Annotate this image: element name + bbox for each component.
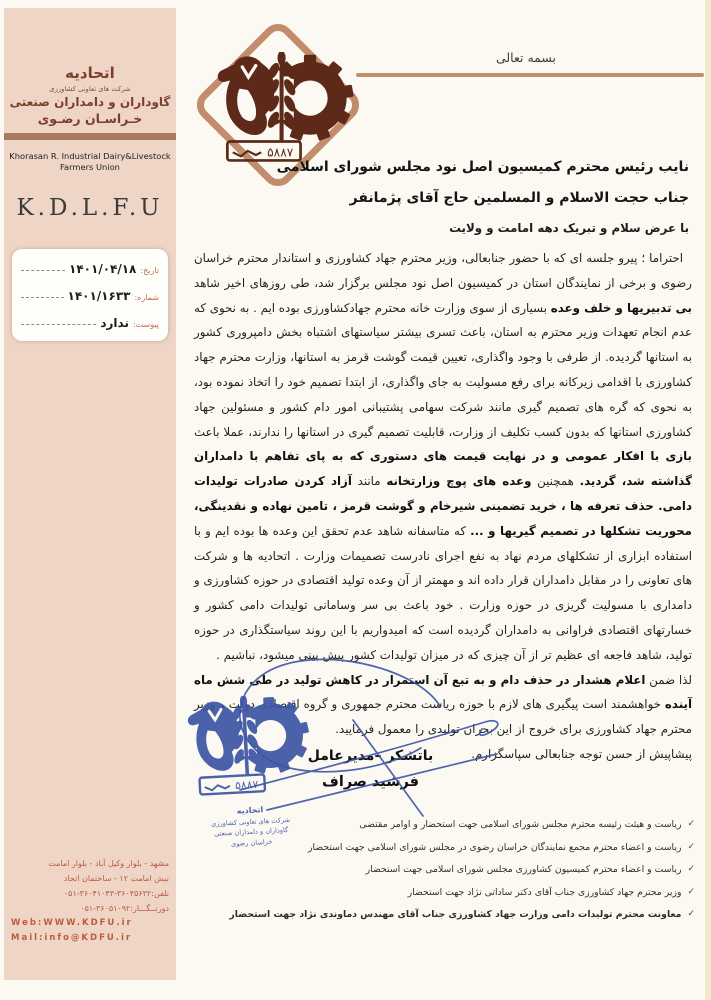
sidebar-divider-band (4, 133, 176, 140)
date-value: ۱۴۰۱/۰۴/۱۸ (69, 262, 137, 276)
contact-footer (11, 856, 169, 946)
address-line-1: مشهد - بلوار وکیل آباد - بلوار امامت (48, 859, 169, 868)
dashed-line (21, 324, 96, 325)
union-abbreviation: K.D.L.F.U (16, 195, 164, 221)
cc-item-text: معاونت محترم تولیدات دامی وزارت جهاد کشاورزی جناب آقای مهندس دماوندی نژاد جهت استحضار (229, 909, 682, 920)
cc-item (155, 837, 695, 860)
stamp-line-3: گاوداران و دامداران صنعتی (213, 825, 289, 838)
meta-row-number (21, 289, 159, 303)
email-line: Mail:info@KDFU.ir (11, 933, 133, 943)
cc-list (155, 814, 695, 927)
phone-line: تلفن:۳۶۰۴۵۶۳۲-۳۶۰۴۱۰۴۳-۰۵۱ (63, 889, 169, 898)
union-name-line3: خـراسـان رضـوی (37, 111, 143, 126)
bismillah-text: بسمه تعالی (495, 50, 557, 65)
salutation-line: با عرض سلام و تبریک دهه امامت و ولایت (449, 221, 689, 235)
date-label: تاریخ: (140, 266, 159, 275)
checkmark-icon: ✓ (687, 909, 695, 919)
checkmark-icon: ✓ (687, 841, 695, 852)
header-rule-line (356, 73, 704, 77)
cc-item (155, 814, 695, 837)
cc-item-text: وزیر محترم جهاد کشاورزی جناب آقای دکتر ساداتی نژاد جهت استحضار (407, 886, 682, 898)
recipient-line-2: جناب حجت الاسلام و المسلمین حاج آقای پژمانفر (349, 190, 689, 206)
meta-row-date (21, 262, 159, 276)
cc-item (155, 904, 695, 927)
cc-item (155, 859, 695, 882)
dashed-line (21, 297, 64, 298)
recipient-line-1: نایب رئیس محترم کمیسیون اصل نود مجلس شورای اسلامی (276, 159, 689, 175)
dashed-line (21, 270, 65, 271)
number-label: شماره: (134, 293, 159, 302)
thanks-line: پیشاپیش از حسن توجه جنابعالی سپاسگزارم. (471, 746, 692, 761)
cc-item-text: ریاست و اعضاء محترم کمیسیون کشاورزی مجلس شورای اسلامی جهت استحضار (365, 864, 682, 875)
attachment-label: پیوست: (132, 320, 159, 329)
letter-body (194, 246, 692, 767)
cc-item-text: ریاست و اعضاء محترم مجمع نمایندگان خراسان رضوی در مجلس شورای اسلامی جهت استحضار (307, 841, 682, 853)
attachment-value: ندارد (100, 316, 129, 330)
recipient-block (169, 152, 689, 214)
union-name-line2: گاوداران و دامداران صنعتی (9, 95, 171, 109)
body-paragraph: احتراما ؛ پیرو جلسه ای که با حضور جنابعالی، وزیر محترم جهاد کشاورزی و استاندار محترم خراسان رضوی و برخی از نمایندگان استان در کمیسیون اصل نود مجلس برگزار شد، طی روزهای اخیر شاهد بی تدبیریها و خلف وعده بسیاری از سوی وزارت خانه محترم جهادکشاورزی بوده ایم . به نحوی که عدم انجام تعهدات وزیر محترم به استان، باعث تسری بیشتر سیاستهای اشتباه بخش دامپروری کشور به استانها گردیده. از طرفی با وجود واگذاری، تعیین قیمت گوشت قرمز به استانها، وزارت محترم جهاد کشاورزی با اقدامی زیرکانه برای رفع مسولیت به جای واگذاری، از ابتدا تصمیم خود را اتخاذ نموده بود، به نحوی که گره های تصمیم گیری مانند شرکت سهامی پشتیبانی امور دام کشور و مسئولین جهاد کشاورزی استانها که بدون کسب تکلیف از وزارت، قابلیت تصمیم گیری در استانها را ندارند، عملا باعث بازی با افکار عمومی و در نهایت قیمت های دستوری که به پای تفاهم با دامداران گذاشته شد، گردید. همچنین وعده های پوچ وزارتخانه مانند آزاد کردن صادرات تولیدات دامی. حذف تعرفه ها ، خرید تضمینی شیرخام و گوشت قرمز ، تامین نهاده و نقدینگی، محوریت تشکلها در تصمیم گیریها و ... که متاسفانه شاهد عدم تحقق این وعده ها بوده ایم و با استفاده ابزاری از تشکلهای مردم نهاد به نفع اجرای نادرست تصمیمات وزارت . اتحادیه ها و شرکت های تعاونی را در مقابل دامداران قرار داده اند و مهمتر از آن وعده تولید اقتصادی در حوزه کشاورزی و دامداری با مسولیت گریزی در حوزه وزارت . خود باعث بی سر وسامانی تولیدات دامی کشور و خسارتهای اقتصادی فراوانی به دامداران گردیده است که امیدواریم با این روند سیاستگذاری در حوزه تولید، شاهد فاجعه ای عظیم تر از آن چیزی که در میزان تولیدات کشور پیش بینی میشود، نباشیم . (194, 251, 692, 662)
website-line: Web:WWW.KDFU.ir (11, 918, 133, 928)
number-value: ۱۴۰۱/۱۶۳۳ (67, 289, 131, 303)
scan-edge-artifact (705, 0, 711, 1000)
union-title: اتحادیه (65, 64, 115, 82)
cc-item (155, 882, 695, 905)
cc-item-text: ریاست و هیئت رئیسه محترم مجلس شورای اسلامی جهت استحضار و اوامر مقتضی (359, 819, 682, 830)
signature-name: فرشید صراف (322, 774, 419, 790)
signature-block (288, 748, 453, 790)
checkmark-icon: ✓ (687, 864, 695, 874)
checkmark-icon: ✓ (687, 819, 695, 829)
letterhead-sidebar (4, 8, 176, 980)
stamp-line-4: خراسان رضوی (230, 837, 273, 848)
address-line-2: نبش امامت ۱۲ - ساختمان اتحاد (63, 874, 169, 883)
union-english-name: Khorasan R. Industrial Dairy&Livestock Farmers Union (9, 151, 171, 172)
stamp-line-2: شرکت های تعاونی کشاورزی (210, 815, 291, 828)
union-subtitle: شرکت های تعاونی کشاورزی (49, 85, 131, 93)
closing-paragraph: لذا ضمن اعلام هشدار در حذف دام و به تبع آن استمرار در کاهش تولید در طی شش ماه آینده خواهشمند است پیگیری های لازم با حوزه ریاست محترم جمهوری و گروه اقتصادی دولت و وزیر محترم جهاد کشاورزی برای خروج از این بحران تولیدی را معمول فرمایید. (194, 672, 692, 737)
signature-title: باتشکر –مدیرعامل (307, 748, 434, 764)
stamp-line-1: اتحادیه (236, 805, 264, 816)
checkmark-icon: ✓ (687, 886, 695, 897)
meta-row-attachment (21, 316, 159, 330)
letter-meta-box (12, 249, 168, 341)
fax-line: دورنــگـــار:۳۶۰۵۱۰۹۲-۰۵۱ (80, 904, 169, 913)
